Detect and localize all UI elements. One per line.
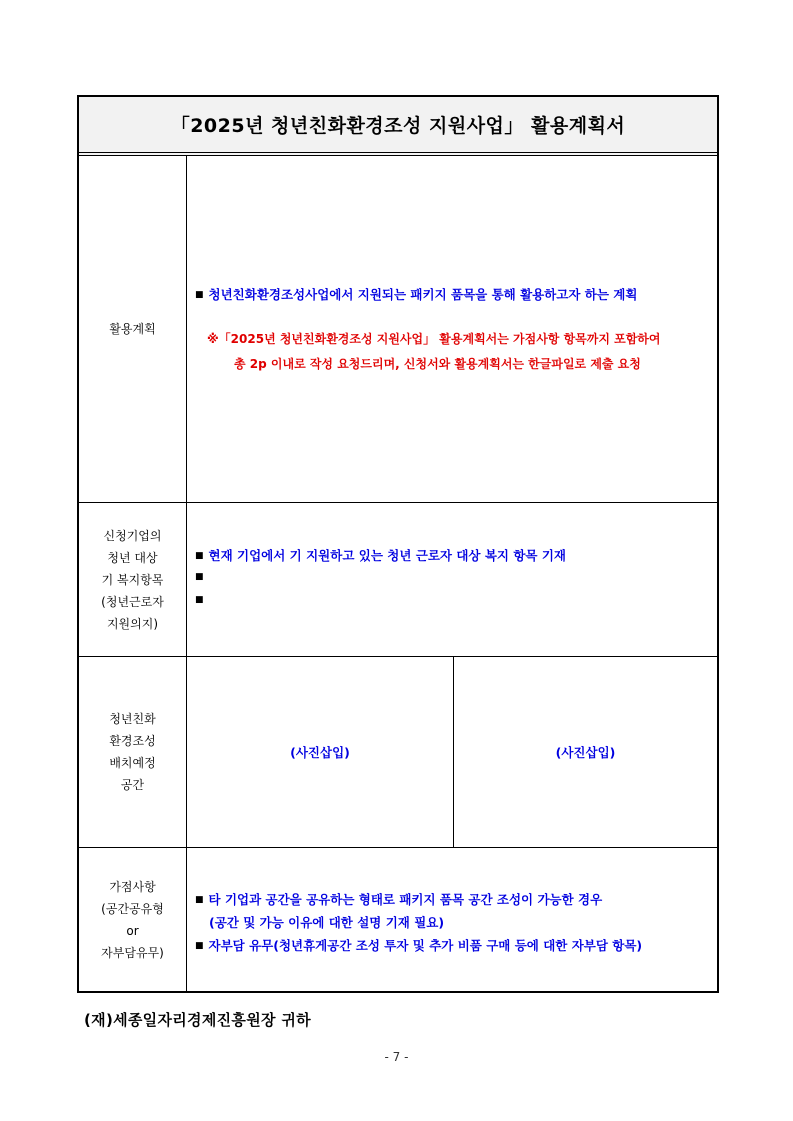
welfare-label: 신청기업의 청년 대상 기 복지항목 (청년근로자 지원의지) [79,503,187,656]
plan-row [79,156,717,503]
plan-form [77,95,719,993]
bonus-line2: (공간 및 가능 이유에 대한 설명 기재 필요) [209,915,445,930]
form-title-row [79,97,717,156]
bonus-label: 가점사항 (공간공유형 or 자부담유무) [79,848,187,991]
welfare-content[interactable] [187,503,717,656]
plan-label: 활용계획 [79,156,187,502]
recipient-footer: (재)세종일자리경제진흥원장 귀하 [84,1011,311,1029]
bonus-row [79,848,717,991]
photo-placeholder-2[interactable]: (사진삽입) [555,745,616,760]
welfare-empty-bullet [195,569,209,584]
plan-line: ■ 청년친화환경조성사업에서 지원되는 패키지 품목을 통해 활용하고자 하는 계획 [195,287,638,302]
bonus-line1: ■ 타 기업과 공간을 공유하는 형태로 패키지 품목 공간 조성이 가능한 경우 [195,892,603,907]
bullet-icon: ■ [195,290,204,300]
plan-note-line1: ※「2025년 청년친화환경조성 지원사업」 활용계획서는 가점사항 항목까지 포함하여 [207,332,661,346]
bullet-icon: ■ [195,572,204,582]
bonus-content[interactable] [187,848,717,991]
plan-note-line2: 총 2p 이내로 작성 요청드리며, 신청서와 활용계획서는 한글파일로 제출 요청 [234,357,641,371]
bonus-line3: ■ 자부담 유무(청년휴게공간 조성 투자 및 추가 비품 구매 등에 대한 자부담 항목) [195,938,643,953]
bullet-icon: ■ [195,895,204,905]
welfare-row [79,503,717,657]
page-number: - 7 - [384,1050,409,1064]
plan-content[interactable] [187,156,717,502]
photo-placeholder-1[interactable]: (사진삽입) [290,745,350,760]
welfare-empty-bullet [195,592,209,607]
bullet-icon: ■ [195,551,204,561]
space-content [187,657,717,847]
bullet-icon: ■ [195,595,204,605]
space-row [79,657,717,848]
form-title: 「2025년 청년친화환경조성 지원사업」 활용계획서 [170,115,626,137]
space-label: 청년친화 환경조성 배치예정 공간 [79,657,187,847]
welfare-line: ■ 현재 기업에서 기 지원하고 있는 청년 근로자 대상 복지 항목 기재 [195,548,566,563]
bullet-icon: ■ [195,941,204,951]
